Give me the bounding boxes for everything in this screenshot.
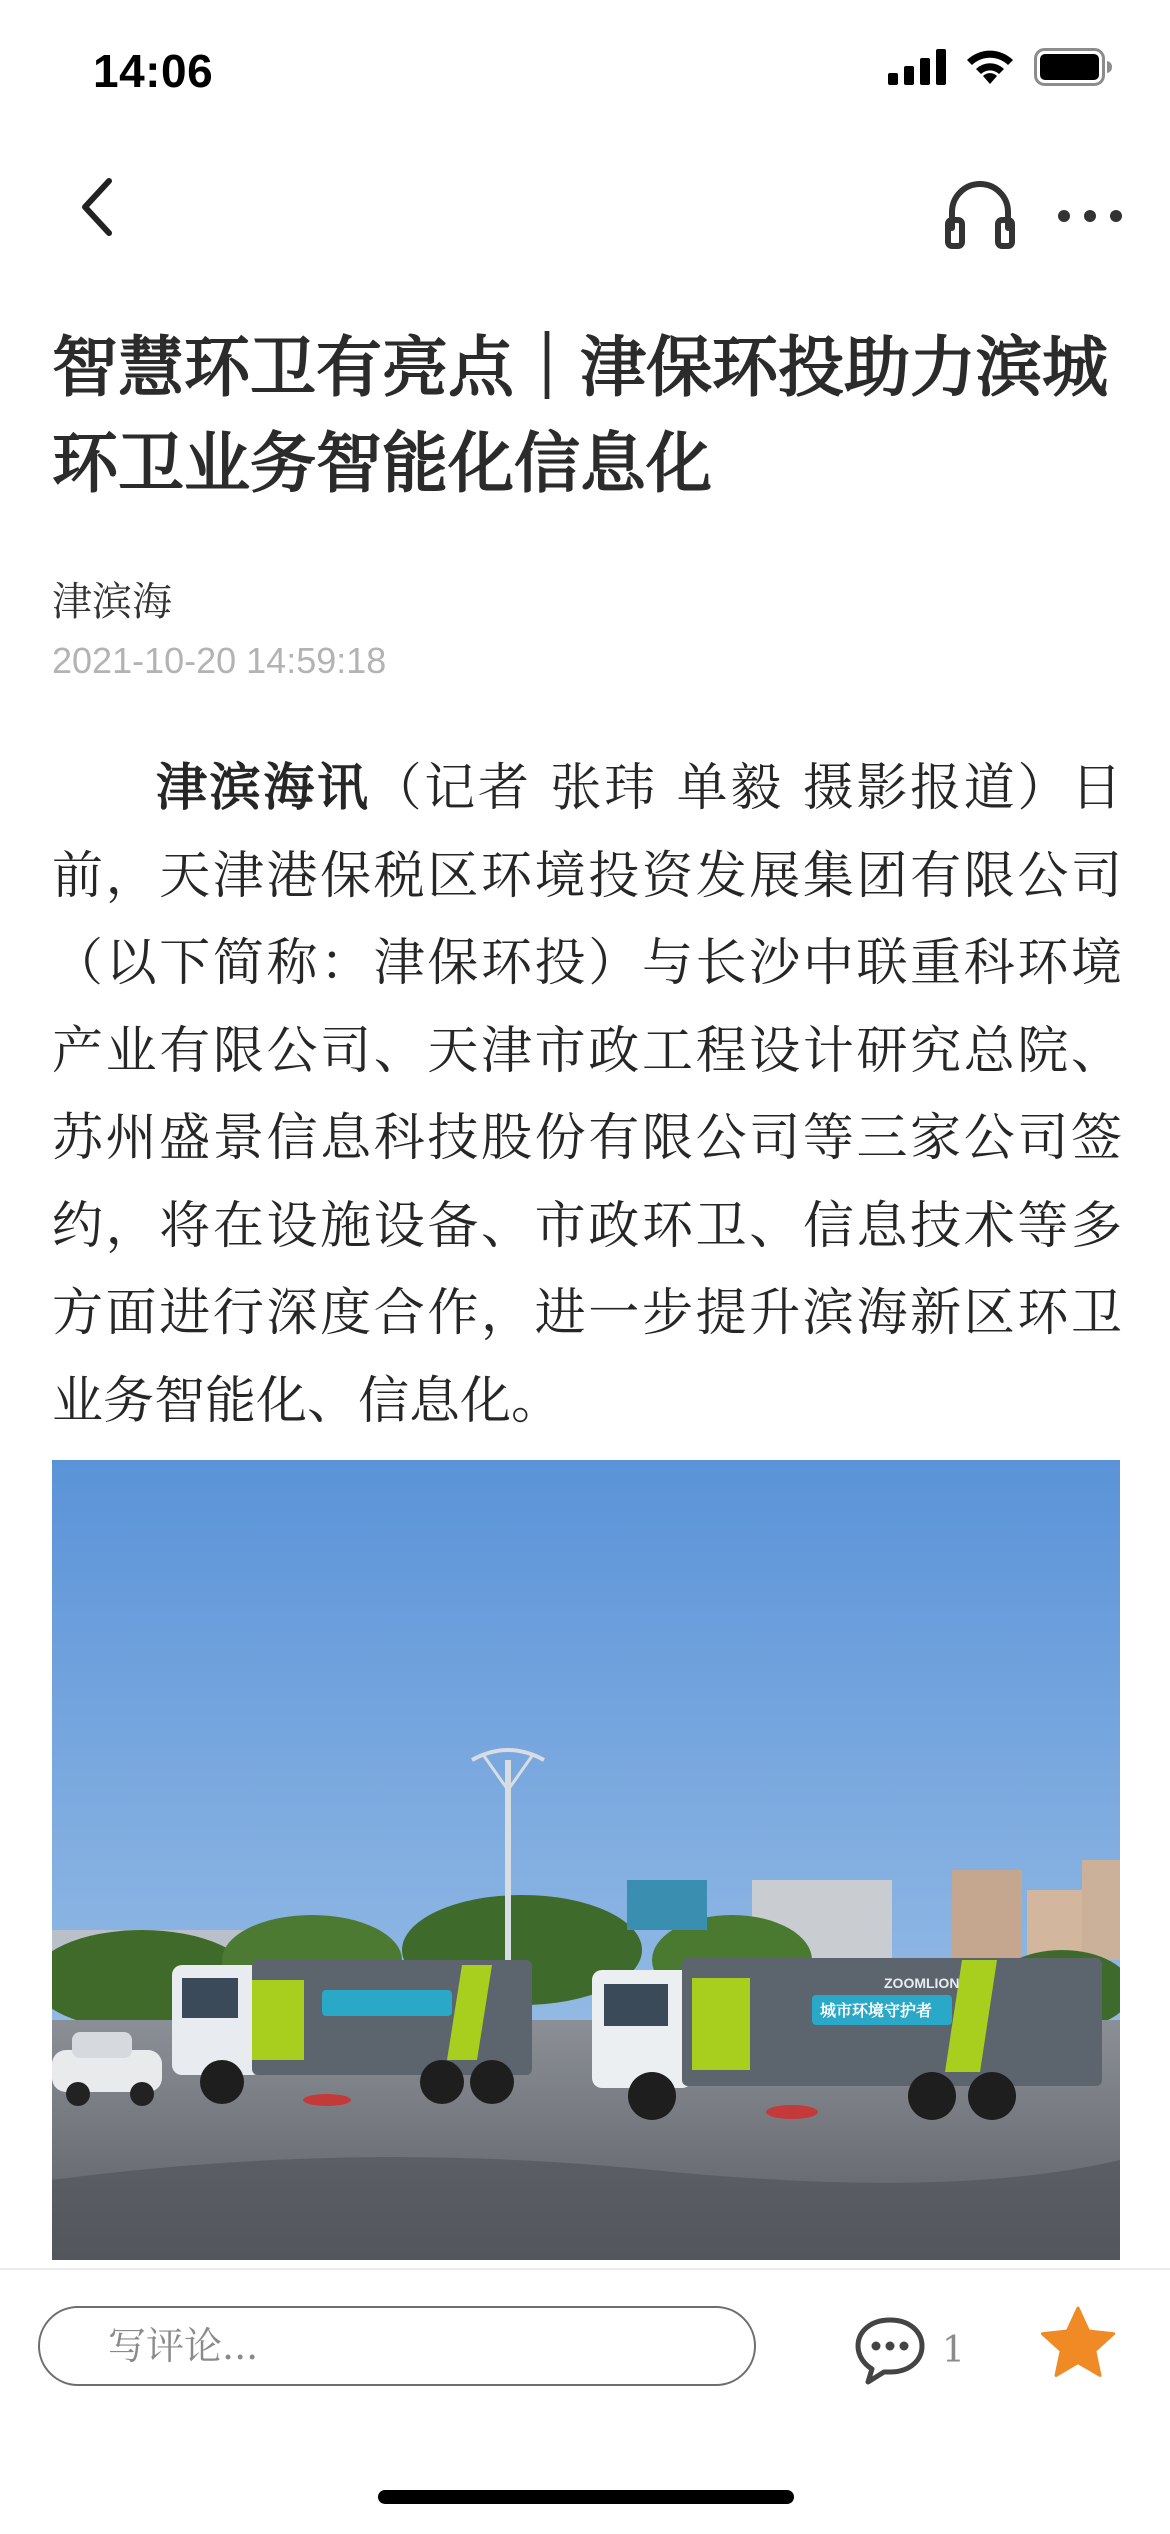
comment-input[interactable] [38,2306,756,2386]
nav-bar [0,150,1170,260]
status-time: 14:06 [93,45,214,97]
cellular-signal-icon [888,49,946,85]
truck-slogan-text: 城市环境守护者 [820,2001,933,2020]
comment-bubble-icon [852,2314,928,2386]
truck-brand-text: ZOOMLION [884,1975,960,1991]
more-horizontal-icon [1050,186,1130,246]
article-source[interactable]: 津滨海 [52,579,172,625]
article-photo[interactable] [52,1460,1120,2260]
comment-count: 1 [942,2329,965,2371]
battery-icon [1034,48,1114,86]
headphones-icon [940,174,1020,254]
article-title: 智慧环卫有亮点｜津保环投助力滨城环卫业务智能化信息化 [52,329,1108,502]
article-timestamp: 2021-10-20 14:59:18 [52,640,387,681]
favorite-button[interactable] [1038,2304,1118,2384]
audio-button[interactable] [940,174,1020,254]
back-button[interactable] [62,172,132,242]
article-body-text: （记者 张玮 单毅 摄影报道）日前，天津港保税区环境投资发展集团有限公司（以下简称：津保环投）与长沙中联重科环境产业有限公司、天津市政工程设计研究总院、苏州盛景信息科技股份有限公司等三家公司签约，将在设施设备、市政环卫、信息技术等多方面进行深度合作，进一步提升滨海新区环卫业务智能化、信息化。 [52,759,1122,1431]
wifi-icon [964,48,1016,86]
status-bar [0,0,1170,140]
comment-button[interactable] [852,2310,965,2390]
article-body [52,745,1122,1445]
chevron-left-icon [77,177,117,237]
home-indicator[interactable] [378,2490,794,2504]
article-body-lead: 津滨海讯 [156,758,371,818]
status-icons [888,48,1114,86]
street-sweeper-photo [52,1460,1120,2260]
star-icon [1038,2304,1118,2384]
more-button[interactable] [1050,186,1130,246]
